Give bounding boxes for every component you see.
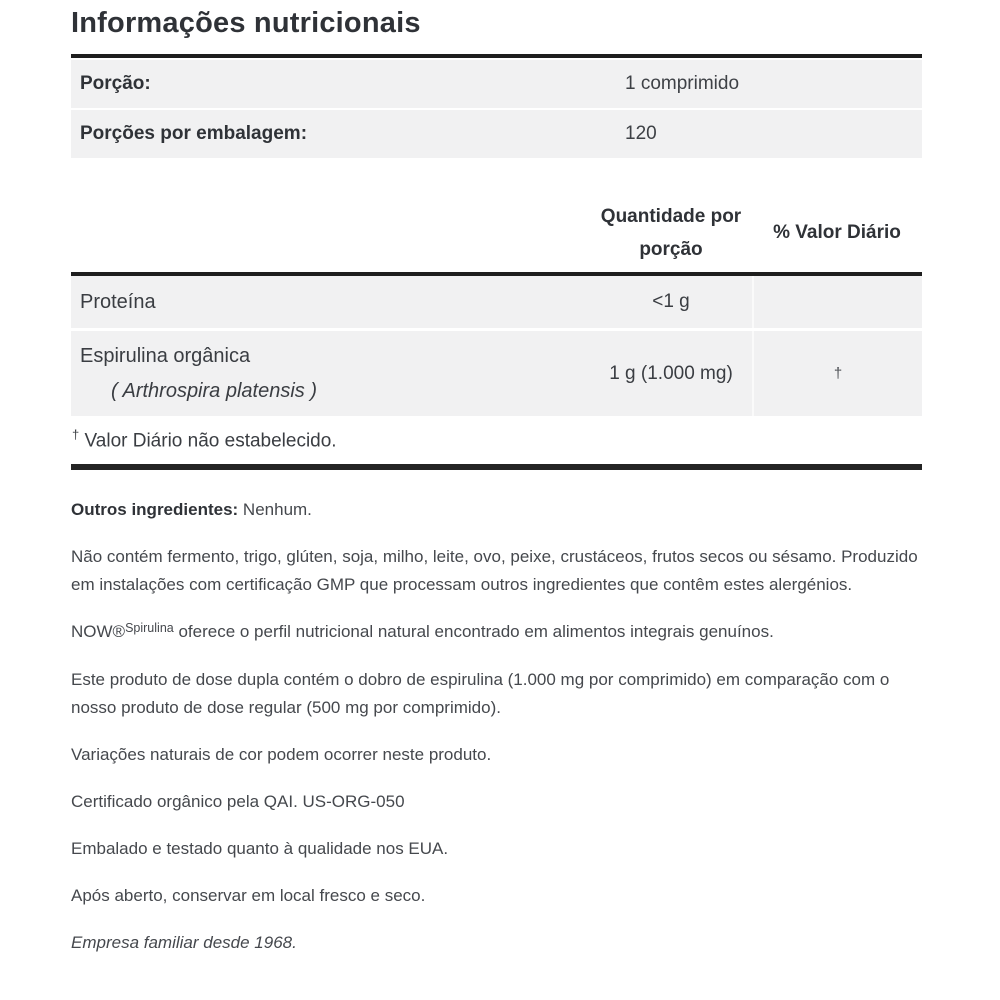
serving-size-value: 1 comprimido (625, 73, 740, 94)
nutrient-name (71, 339, 590, 409)
nutrient-daily-value (752, 276, 922, 328)
page-title: Informações nutricionais (71, 7, 421, 39)
other-ingredients-label: Outros ingredientes: (71, 500, 239, 520)
servings-per-container-label: Porções por embalagem: (80, 123, 308, 144)
other-ingredients (71, 496, 922, 524)
dagger-symbol: † (72, 427, 80, 442)
table-row-spirulina (71, 331, 922, 416)
family-owned-statement: Empresa familiar desde 1968. (71, 933, 297, 953)
nutrient-name: Proteína (80, 290, 156, 313)
serving-size-row (71, 60, 922, 108)
organic-certification: Certificado orgânico pela QAI. US-ORG-050 (71, 792, 405, 812)
nutrient-latin-name: ( Arthrospira platensis ) (111, 379, 317, 402)
serving-size-label: Porção: (80, 73, 151, 94)
amount-header-line2: porção (639, 239, 703, 260)
quality-statement: Embalado e testado quanto à qualidade nos EUA. (71, 839, 449, 859)
nutrient-daily-value: † (752, 331, 922, 416)
color-variation-statement: Variações naturais de cor podem ocorrer neste produto. (71, 745, 492, 765)
nutrient-name-main: Espirulina orgânica (80, 344, 251, 367)
brand-name: NOW® (71, 622, 126, 642)
table-row-protein (71, 276, 922, 328)
daily-value-column-header: % Valor Diário (773, 222, 901, 243)
servings-per-container-value: 120 (625, 123, 657, 144)
brand-statement (71, 618, 922, 647)
description-paragraphs (71, 470, 922, 957)
storage-instructions: Após aberto, conservar em local fresco e seco. (71, 886, 426, 906)
allergen-statement: Não contém fermento, trigo, glúten, soja, milho, leite, ovo, peixe, crustáceos, frutos secos ou sésamo. Produzido em instalações com certificação GMP que processam outros ingredientes que contêm estes alergénios. (71, 547, 918, 595)
footnote-text: Valor Diário não estabelecido. (84, 430, 337, 452)
nutrient-amount: 1 g (1.000 mg) (609, 362, 733, 384)
amount-header-line1: Quantidade por (600, 206, 742, 227)
daily-value-footnote (71, 416, 922, 464)
servings-per-container-row (71, 110, 922, 158)
nutrition-label (71, 0, 922, 957)
amount-column-header (590, 200, 752, 266)
column-headers (71, 200, 922, 266)
top-rule (71, 54, 922, 58)
other-ingredients-value: Nenhum. (242, 500, 312, 520)
brand-statement-text: oferece o perfil nutricional natural encontrado em alimentos integrais genuínos. (178, 622, 774, 642)
nutrient-amount: <1 g (652, 291, 690, 312)
brand-product-superscript: Spirulina (125, 621, 174, 636)
double-strength-statement: Este produto de dose dupla contém o dobro de espirulina (1.000 mg por comprimido) em comparação com o nosso produto de dose regular (500 mg por comprimido). (71, 670, 890, 718)
